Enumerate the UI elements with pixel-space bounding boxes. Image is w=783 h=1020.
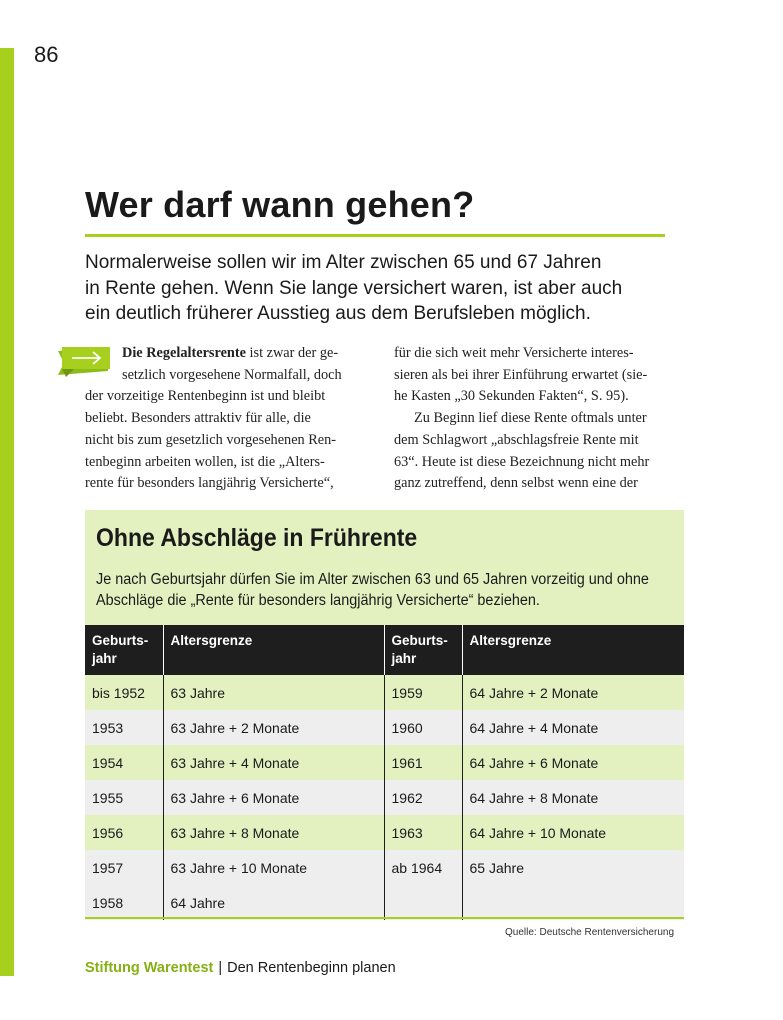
lead-line: in Rente gehen. Wenn Sie lange versichert waren, ist aber auch	[85, 277, 623, 299]
table-row	[85, 780, 684, 815]
term-bold: Die Regelaltersrente	[122, 345, 246, 361]
table-header-cell: Altersgrenze	[462, 625, 684, 675]
table-cell: 63 Jahre + 2 Monate	[163, 710, 384, 745]
table-cell: 64 Jahre + 2 Monate	[462, 675, 684, 710]
body-line: he Kasten „30 Sekunden Fakten“, S. 95).	[394, 388, 629, 405]
body-line: Zu Beginn lief diese Rente oftmals unter	[414, 410, 647, 427]
table-row	[85, 885, 684, 920]
table-cell: 64 Jahre + 4 Monate	[462, 710, 684, 745]
table-cell: bis 1952	[85, 675, 163, 710]
table-row	[85, 815, 684, 850]
lead-paragraph	[85, 250, 675, 327]
lead-line: Normalerweise sollen wir im Alter zwischen 65 und 67 Jahren	[85, 252, 602, 273]
body-line: dem Schlagwort „abschlagsfreie Rente mit	[394, 431, 639, 448]
table-cell: 64 Jahre + 8 Monate	[462, 780, 684, 815]
table-header-row	[85, 625, 684, 675]
page-title: Wer darf wann gehen?	[85, 184, 475, 225]
table-cell: 63 Jahre + 8 Monate	[163, 815, 384, 850]
table-cell	[462, 885, 684, 920]
table-cell: 63 Jahre + 6 Monate	[163, 780, 384, 815]
body-line: rente für besonders langjährig Versicherte“,	[85, 475, 334, 492]
body-line: setzlich vorgesehene Normalfall, doch	[122, 366, 342, 383]
table-header-cell: Geburts- jahr	[85, 625, 163, 675]
table-cell: 1958	[85, 885, 163, 920]
body-line: Die Regelaltersrente ist zwar der ge-	[122, 345, 339, 361]
table-cell: 1962	[384, 780, 462, 815]
table-row	[85, 675, 684, 710]
table-cell: 1953	[85, 710, 163, 745]
body-line: ganz zutreffend, denn selbst wenn eine der	[394, 475, 638, 492]
intro-line: Je nach Geburtsjahr dürfen Sie im Alter zwischen 63 und 65 Jahren vorzeitig und ohne	[96, 571, 649, 588]
table-cell: 64 Jahre + 10 Monate	[462, 815, 684, 850]
body-line: tenbeginn arbeiten wollen, ist die „Alters-	[85, 453, 325, 470]
body-line: sieren als bei ihrer Einführung erwartet (sie-	[394, 366, 648, 383]
table-header-cell: Geburts- jahr	[384, 625, 462, 675]
table-cell: 63 Jahre + 10 Monate	[163, 850, 384, 885]
lead-line: ein deutlich früherer Ausstieg aus dem Berufsleben möglich.	[85, 303, 591, 324]
retirement-age-table	[85, 625, 684, 920]
table-cell: 1961	[384, 745, 462, 780]
table-cell: 1957	[85, 850, 163, 885]
table-row	[85, 745, 684, 780]
body-line: beliebt. Besonders attraktiv für alle, die	[85, 410, 311, 427]
body-line: 63“. Heute ist diese Bezeichnung nicht mehr	[394, 453, 650, 470]
page-edge-bar	[0, 48, 14, 976]
body-column-left	[85, 343, 375, 495]
body-line: für die sich weit mehr Versicherte interes-	[394, 345, 634, 361]
table-cell: 1954	[85, 745, 163, 780]
info-box-intro	[96, 569, 654, 611]
table-header-cell: Altersgrenze	[163, 625, 384, 675]
body-line: nicht bis zum gesetzlich vorgesehenen Ren-	[85, 431, 337, 448]
table-row	[85, 710, 684, 745]
info-box-title: Ohne Abschläge in Frührente	[96, 524, 418, 552]
page-number: 86	[34, 42, 59, 67]
intro-line: Abschläge die „Rente für besonders langjährig Versicherte“ beziehen.	[96, 592, 540, 609]
table-cell: 64 Jahre	[163, 885, 384, 920]
table-cell: 63 Jahre	[163, 675, 384, 710]
table-cell: 1955	[85, 780, 163, 815]
table-cell: 64 Jahre + 6 Monate	[462, 745, 684, 780]
footer-brand: Stiftung Warentest	[85, 960, 214, 976]
table-cell: 1959	[384, 675, 462, 710]
table-bottom-rule	[85, 917, 684, 919]
body-column-right	[394, 343, 686, 495]
table-cell: 63 Jahre + 4 Monate	[163, 745, 384, 780]
table-cell: 65 Jahre	[462, 850, 684, 885]
page-footer	[85, 960, 396, 976]
source-note: Quelle: Deutsche Rentenversicherung	[505, 927, 674, 938]
table-cell	[384, 885, 462, 920]
title-divider	[85, 234, 665, 237]
table-row	[85, 850, 684, 885]
table-cell: 1956	[85, 815, 163, 850]
table-cell: 1963	[384, 815, 462, 850]
footer-separator: |	[218, 960, 223, 976]
table-cell: 1960	[384, 710, 462, 745]
table-cell: ab 1964	[384, 850, 462, 885]
footer-book-title: Den Rentenbeginn planen	[227, 960, 396, 976]
body-line: der vorzeitige Rentenbeginn ist und bleibt	[85, 388, 326, 405]
